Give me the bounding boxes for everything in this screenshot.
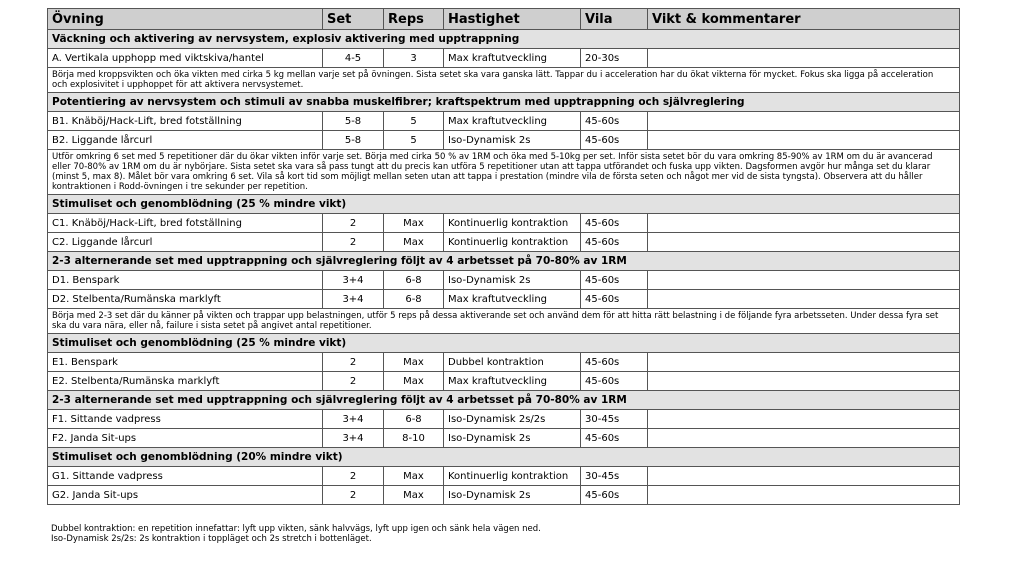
cut-off-top-text — [47, 0, 959, 8]
cell-hastighet: Iso-Dynamisk 2s — [444, 271, 581, 290]
cell-vikt-kommentarer[interactable] — [648, 131, 960, 150]
section-title: Stimuliset och genomblödning (20% mindre vikt) — [48, 448, 960, 467]
cell-vila: 30-45s — [581, 410, 648, 429]
cell-reps: 6-8 — [384, 271, 444, 290]
section-title: 2-3 alternerande set med upptrappning och självreglering följt av 4 arbetsset på 70-80% av 1RM — [48, 391, 960, 410]
section-header-row — [48, 195, 960, 214]
cell-vikt-kommentarer[interactable] — [648, 429, 960, 448]
cell-vikt-kommentarer[interactable] — [648, 467, 960, 486]
cell-hastighet: Iso-Dynamisk 2s — [444, 486, 581, 505]
note-line: och explosivitet i upphoppet för att aktivera nervsystemet. — [52, 80, 304, 90]
cell-hastighet: Max kraftutveckling — [444, 290, 581, 309]
cell-hastighet: Kontinuerlig kontraktion — [444, 214, 581, 233]
cell-vila: 30-45s — [581, 467, 648, 486]
cell-ovning: B1. Knäböj/Hack-Lift, bred fotställning — [48, 112, 323, 131]
cell-reps: Max — [384, 486, 444, 505]
cell-hastighet: Dubbel kontraktion — [444, 353, 581, 372]
cell-set: 2 — [323, 233, 384, 252]
cell-ovning: G2. Janda Sit-ups — [48, 486, 323, 505]
cell-vila: 45-60s — [581, 429, 648, 448]
cell-reps: 6-8 — [384, 410, 444, 429]
cell-ovning: E1. Benspark — [48, 353, 323, 372]
note-line: Börja med 2-3 set där du känner på vikten och trappar upp belastningen, utför 5 reps på dessa aktiverande set och använd dem för att hitta rätt belastning i de följande fyra arbetsseten. Under dessa fyra set — [52, 311, 939, 321]
table-body — [48, 30, 960, 505]
cell-vila: 45-60s — [581, 372, 648, 391]
cell-vikt-kommentarer[interactable] — [648, 290, 960, 309]
cell-set: 2 — [323, 214, 384, 233]
cell-vila: 45-60s — [581, 353, 648, 372]
note-line: (minst 5, max 8). Målet bör vara omkring 6 set. Vila så kort tid som möjligt mellan seten utan att tappa i prestation (mindre vila de första seten och något mer vid de sista tyngsta). Observera att du håller — [52, 172, 923, 182]
header-vila: Vila — [581, 9, 648, 30]
cell-vikt-kommentarer[interactable] — [648, 112, 960, 131]
cell-vila: 45-60s — [581, 131, 648, 150]
cell-hastighet: Kontinuerlig kontraktion — [444, 467, 581, 486]
cell-reps: 6-8 — [384, 290, 444, 309]
instruction-note — [48, 309, 960, 334]
cell-reps: 5 — [384, 131, 444, 150]
exercise-row — [48, 112, 960, 131]
exercise-row — [48, 486, 960, 505]
cell-vila: 45-60s — [581, 214, 648, 233]
exercise-row — [48, 372, 960, 391]
note-line: ska du vara nära, eller nå, failure i sista setet på angivet antal repetitioner. — [52, 321, 372, 331]
cell-set: 2 — [323, 353, 384, 372]
cell-set: 2 — [323, 372, 384, 391]
note-line: kontraktionen i Rodd-övningen i tre sekunder per repetition. — [52, 182, 308, 192]
footnote: Dubbel kontraktion: en repetition innefattar: lyft upp vikten, sänk halvvägs, lyft upp igen och sänk hela vägen ned. — [51, 524, 541, 534]
cell-vikt-kommentarer[interactable] — [648, 486, 960, 505]
note-line: Börja med kroppsvikten och öka vikten med cirka 5 kg mellan varje set på övningen. Sista setet ska vara ganska lätt. Tappar du i acceleration har du ökat vikterna för mycket. Fokus ska ligga på acceleration — [52, 70, 934, 80]
cell-ovning: G1. Sittande vadpress — [48, 467, 323, 486]
header-reps: Reps — [384, 9, 444, 30]
cell-reps: Max — [384, 214, 444, 233]
exercise-row — [48, 290, 960, 309]
exercise-row — [48, 353, 960, 372]
cell-vila: 45-60s — [581, 271, 648, 290]
note-line: Utför omkring 6 set med 5 repetitioner där du ökar vikten inför varje set. Börja med cirka 50 % av 1RM och öka med 5-10kg per set. Inför sista setet bör du vara omkring 85-90% av 1RM om du är avancerad — [52, 152, 933, 162]
workout-table — [47, 8, 960, 505]
cell-hastighet: Max kraftutveckling — [444, 112, 581, 131]
cell-ovning: D1. Benspark — [48, 271, 323, 290]
cell-ovning: F1. Sittande vadpress — [48, 410, 323, 429]
cell-reps: Max — [384, 467, 444, 486]
section-title: Potentiering av nervsystem och stimuli av snabba muskelfibrer; kraftspektrum med upptrappning och självreglering — [48, 93, 960, 112]
note-row — [48, 309, 960, 334]
cell-set: 2 — [323, 486, 384, 505]
cell-set: 5-8 — [323, 112, 384, 131]
cell-vila: 45-60s — [581, 486, 648, 505]
header-vikt-kommentarer: Vikt & kommentarer — [648, 9, 960, 30]
section-header-row — [48, 93, 960, 112]
header-set: Set — [323, 9, 384, 30]
cell-set: 3+4 — [323, 290, 384, 309]
note-row — [48, 68, 960, 93]
exercise-row — [48, 233, 960, 252]
cell-reps: 3 — [384, 49, 444, 68]
section-header-row — [48, 448, 960, 467]
exercise-row — [48, 467, 960, 486]
cell-hastighet: Max kraftutveckling — [444, 49, 581, 68]
section-header-row — [48, 391, 960, 410]
section-header-row — [48, 252, 960, 271]
cell-reps: 8-10 — [384, 429, 444, 448]
header-ovning: Övning — [48, 9, 323, 30]
exercise-row — [48, 131, 960, 150]
cell-ovning: A. Vertikala upphopp med viktskiva/hantel — [48, 49, 323, 68]
section-title: Stimuliset och genomblödning (25 % mindre vikt) — [48, 195, 960, 214]
instruction-note — [48, 68, 960, 93]
cell-reps: Max — [384, 233, 444, 252]
cell-vila: 45-60s — [581, 112, 648, 131]
cell-set: 4-5 — [323, 49, 384, 68]
cell-ovning: C1. Knäböj/Hack-Lift, bred fotställning — [48, 214, 323, 233]
note-line: eller 70-80% av 1RM om du är nybörjare. Sista setet ska vara så pass tungt att du precis kan utföra 5 repetitioner utan att tappa utförandet och fuska upp vikten. Dagsformen avgör hur många set du klarar — [52, 162, 931, 172]
section-title: Väckning och aktivering av nervsystem, explosiv aktivering med upptrappning — [48, 30, 960, 49]
cell-reps: Max — [384, 372, 444, 391]
header-row — [48, 9, 960, 30]
cell-vila: 20-30s — [581, 49, 648, 68]
cell-hastighet: Iso-Dynamisk 2s — [444, 429, 581, 448]
cell-ovning: E2. Stelbenta/Rumänska marklyft — [48, 372, 323, 391]
cell-vikt-kommentarer[interactable] — [648, 271, 960, 290]
cell-hastighet: Kontinuerlig kontraktion — [444, 233, 581, 252]
cell-set: 5-8 — [323, 131, 384, 150]
exercise-row — [48, 410, 960, 429]
exercise-row — [48, 214, 960, 233]
instruction-note — [48, 150, 960, 195]
section-title: Stimuliset och genomblödning (25 % mindre vikt) — [48, 334, 960, 353]
cell-set: 3+4 — [323, 271, 384, 290]
cell-set: 2 — [323, 467, 384, 486]
cell-vila: 45-60s — [581, 233, 648, 252]
cell-vikt-kommentarer[interactable] — [648, 49, 960, 68]
footnote: Iso-Dynamisk 2s/2s: 2s kontraktion i toppläget och 2s stretch i bottenläget. — [51, 534, 372, 544]
cell-hastighet: Max kraftutveckling — [444, 372, 581, 391]
cell-set: 3+4 — [323, 429, 384, 448]
cell-vikt-kommentarer[interactable] — [648, 214, 960, 233]
header-hastighet: Hastighet — [444, 9, 581, 30]
cell-ovning: C2. Liggande lårcurl — [48, 233, 323, 252]
cell-vila: 45-60s — [581, 290, 648, 309]
section-header-row — [48, 334, 960, 353]
footnotes — [51, 524, 541, 544]
cell-vikt-kommentarer[interactable] — [648, 410, 960, 429]
cell-set: 3+4 — [323, 410, 384, 429]
cell-reps: 5 — [384, 112, 444, 131]
cell-hastighet: Iso-Dynamisk 2s/2s — [444, 410, 581, 429]
cell-vikt-kommentarer[interactable] — [648, 353, 960, 372]
cell-ovning: F2. Janda Sit-ups — [48, 429, 323, 448]
cell-ovning: B2. Liggande lårcurl — [48, 131, 323, 150]
exercise-row — [48, 49, 960, 68]
section-title: 2-3 alternerande set med upptrappning och självreglering följt av 4 arbetsset på 70-80% av 1RM — [48, 252, 960, 271]
cell-ovning: D2. Stelbenta/Rumänska marklyft — [48, 290, 323, 309]
cell-hastighet: Iso-Dynamisk 2s — [444, 131, 581, 150]
note-row — [48, 150, 960, 195]
section-header-row — [48, 30, 960, 49]
exercise-row — [48, 271, 960, 290]
exercise-row — [48, 429, 960, 448]
cell-vikt-kommentarer[interactable] — [648, 233, 960, 252]
cell-vikt-kommentarer[interactable] — [648, 372, 960, 391]
cell-reps: Max — [384, 353, 444, 372]
